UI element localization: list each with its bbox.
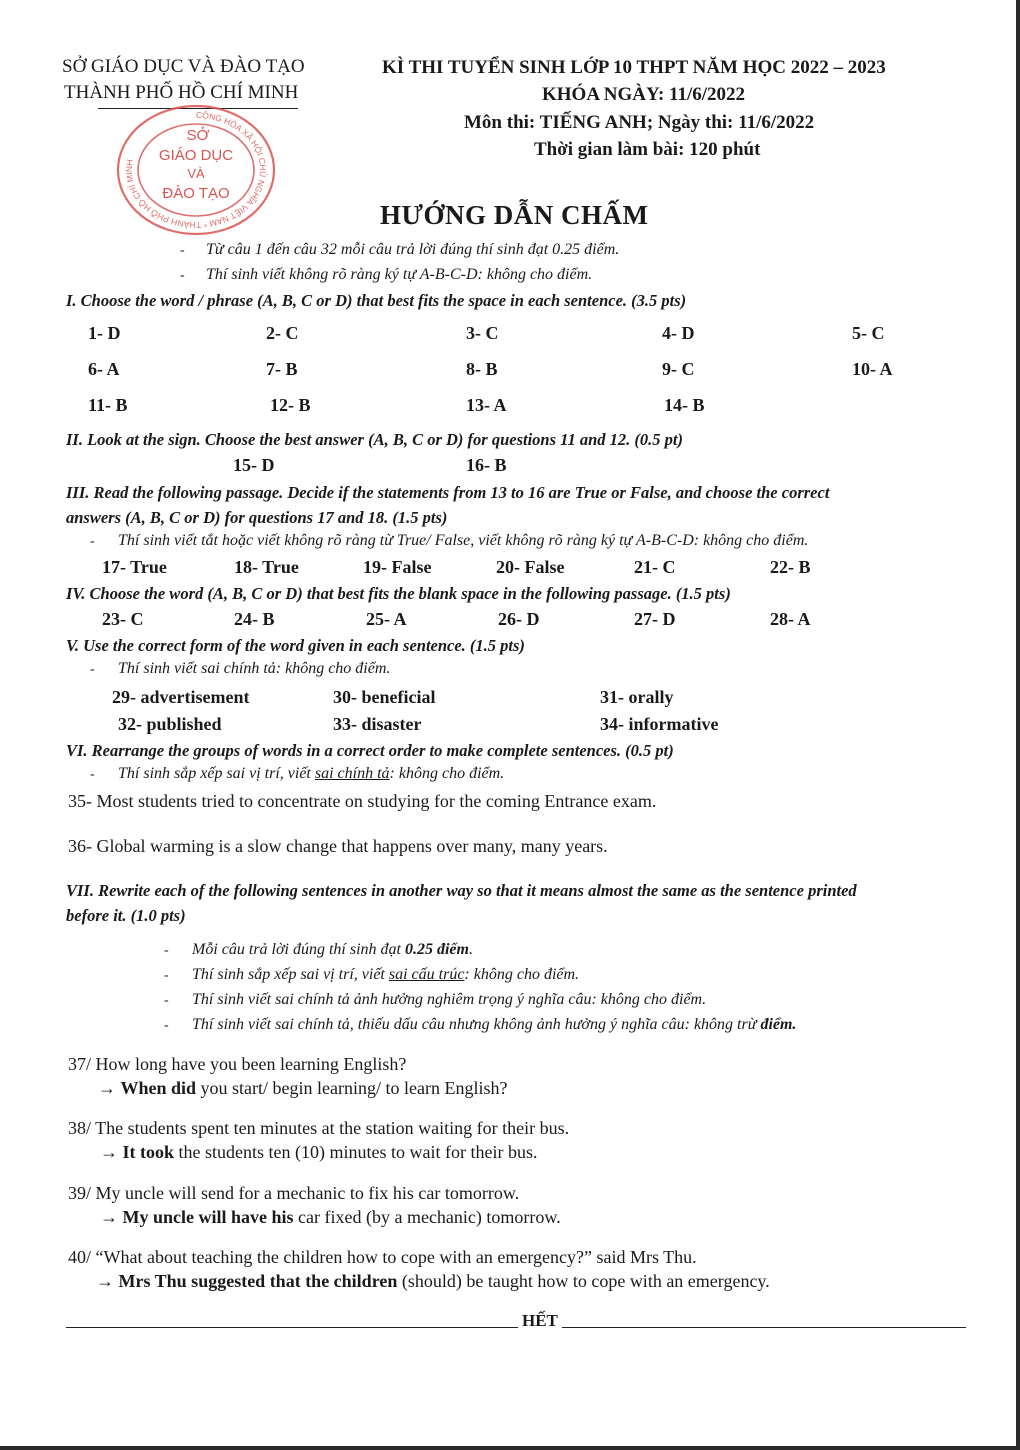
section-7-note-4: Thí sinh viết sai chính tả, thiếu dấu câu nhưng không ảnh hưởng ý nghĩa câu: không trừ điểm. xyxy=(192,1016,797,1033)
answer-21: 21- C xyxy=(634,557,676,577)
answer-28: 28- A xyxy=(770,609,811,629)
section-5-heading: V. Use the correct form of the word given in each sentence. (1.5 pts) xyxy=(66,636,525,655)
seal-ring-text: CỘNG HÒA XÃ HỘI CHỦ NGHĨA VIỆT NAM * THÀNH PHỐ HỒ CHÍ MINH xyxy=(123,109,269,231)
end-rule-left xyxy=(66,1327,518,1328)
section-7-heading-cont: before it. (1.0 pts) xyxy=(66,906,186,925)
bullet-dash: - xyxy=(164,993,169,1008)
section-6-heading: VI. Rearrange the groups of words in a correct order to make complete sentences. (0.5 pt) xyxy=(66,741,674,760)
arrow-icon: → xyxy=(100,1142,118,1162)
arrow-icon: → xyxy=(100,1207,118,1227)
answer-29: 29- advertisement xyxy=(112,687,250,707)
answer-18: 18- True xyxy=(234,557,299,577)
answer-33: 33- disaster xyxy=(333,714,422,734)
answer-14: 14- B xyxy=(664,395,705,415)
answer-30: 30- beneficial xyxy=(333,687,436,707)
bullet-dash: - xyxy=(90,767,95,782)
section-3-note: Thí sinh viết tắt hoặc viết không rõ ràng từ True/ False, viết không rõ ràng ký tự A-B-C-D: không cho điểm. xyxy=(118,532,809,549)
answer-5: 5- C xyxy=(852,323,885,343)
answer-9: 9- C xyxy=(662,359,695,379)
answer-34: 34- informative xyxy=(600,714,719,734)
section-1-heading: I. Choose the word / phrase (A, B, C or D) that best fits the space in each sentence. (3.5 pts) xyxy=(66,291,687,310)
bullet-dash: - xyxy=(164,968,169,983)
exam-subject: Môn thi: TIẾNG ANH; Ngày thi: 11/6/2022 xyxy=(464,112,815,133)
note-scoring: Từ câu 1 đến câu 32 mỗi câu trả lời đúng thí sinh đạt 0.25 điểm. xyxy=(206,241,620,258)
answer-6: 6- A xyxy=(88,359,120,379)
question-39: 39/ My uncle will send for a mechanic to fix his car tomorrow. xyxy=(68,1183,520,1203)
answer-40: → Mrs Thu suggested that the children (should) be taught how to cope with an emergency. xyxy=(96,1271,770,1291)
exam-date: KHÓA NGÀY: 11/6/2022 xyxy=(542,84,746,105)
seal-line-2: GIÁO DỤC xyxy=(158,147,234,164)
arrow-icon: → xyxy=(96,1271,114,1291)
end-marker: HẾT xyxy=(522,1311,558,1330)
bullet-dash: - xyxy=(164,943,169,958)
answer-2: 2- C xyxy=(266,323,299,343)
answer-35: 35- Most students tried to concentrate on studying for the coming Entrance exam. xyxy=(68,791,657,811)
answer-19: 19- False xyxy=(363,557,432,577)
answer-36: 36- Global warming is a slow change that happens over many, many years. xyxy=(68,836,608,856)
section-2-heading: II. Look at the sign. Choose the best answer (A, B, C or D) for questions 11 and 12. (0.5 pt) xyxy=(66,430,683,449)
section-7-note-2: Thí sinh sắp xếp sai vị trí, viết sai cấu trúc: không cho điểm. xyxy=(192,966,580,983)
end-rule-right xyxy=(562,1327,966,1328)
exam-title: KÌ THI TUYỂN SINH LỚP 10 THPT NĂM HỌC 2022 – 2023 xyxy=(382,57,886,78)
answer-25: 25- A xyxy=(366,609,407,629)
answer-11: 11- B xyxy=(88,395,128,415)
answer-38: → It took the students ten (10) minutes to wait for their bus. xyxy=(100,1142,538,1162)
answer-39: → My uncle will have his car fixed (by a mechanic) tomorrow. xyxy=(100,1207,561,1227)
section-3-heading-cont: answers (A, B, C or D) for questions 17 and 18. (1.5 pts) xyxy=(66,508,448,527)
bullet-dash: - xyxy=(90,662,95,677)
seal-line-3: VÀ xyxy=(187,166,205,181)
seal-line-1: SỞ xyxy=(186,127,210,144)
bullet-dash: - xyxy=(90,534,95,549)
seal-line-4: ĐÀO TẠO xyxy=(162,185,230,202)
answer-24: 24- B xyxy=(234,609,275,629)
bullet-dash: - xyxy=(164,1018,169,1033)
department-name: SỞ GIÁO DỤC VÀ ĐÀO TẠO xyxy=(62,56,305,77)
answer-3: 3- C xyxy=(466,323,499,343)
answer-27: 27- D xyxy=(634,609,676,629)
answer-22: 22- B xyxy=(770,557,811,577)
section-5-note: Thí sinh viết sai chính tả: không cho điểm. xyxy=(118,660,391,677)
answer-17: 17- True xyxy=(102,557,167,577)
section-3-heading: III. Read the following passage. Decide if the statements from 13 to 16 are True or False, and choose the correct xyxy=(66,483,830,502)
answer-10: 10- A xyxy=(852,359,893,379)
answer-20: 20- False xyxy=(496,557,565,577)
city-name: THÀNH PHỐ HỒ CHÍ MINH xyxy=(64,82,299,103)
answer-7: 7- B xyxy=(266,359,298,379)
answer-23: 23- C xyxy=(102,609,144,629)
answer-26: 26- D xyxy=(498,609,540,629)
official-seal-icon xyxy=(112,100,280,238)
exam-duration: Thời gian làm bài: 120 phút xyxy=(534,139,761,160)
answer-4: 4- D xyxy=(662,323,695,343)
answer-16: 16- B xyxy=(466,455,507,475)
section-7-note-1: Mỗi câu trả lời đúng thí sinh đạt 0.25 điểm. xyxy=(192,941,473,958)
question-37: 37/ How long have you been learning English? xyxy=(68,1054,407,1074)
arrow-icon: → xyxy=(98,1078,116,1098)
answer-32: 32- published xyxy=(118,714,222,734)
bullet-dash: - xyxy=(180,268,185,283)
question-38: 38/ The students spent ten minutes at the station waiting for their bus. xyxy=(68,1118,570,1138)
document-title: HƯỚNG DẪN CHẤM xyxy=(380,200,649,230)
answer-15: 15- D xyxy=(233,455,275,475)
answer-1: 1- D xyxy=(88,323,121,343)
section-6-note: Thí sinh sắp xếp sai vị trí, viết sai chính tả: không cho điểm. xyxy=(118,765,505,782)
note-illegible: Thí sinh viết không rõ ràng ký tự A-B-C-D: không cho điểm. xyxy=(206,266,593,283)
answer-37: → When did you start/ begin learning/ to learn English? xyxy=(98,1078,508,1098)
question-40: 40/ “What about teaching the children how to cope with an emergency?” said Mrs Thu. xyxy=(68,1247,697,1267)
section-4-heading: IV. Choose the word (A, B, C or D) that best fits the blank space in the following passage. (1.5 pts) xyxy=(66,584,731,603)
answer-13: 13- A xyxy=(466,395,507,415)
answer-8: 8- B xyxy=(466,359,498,379)
section-7-heading: VII. Rewrite each of the following sentences in another way so that it means almost the same as the sentence printed xyxy=(66,881,857,900)
answer-31: 31- orally xyxy=(600,687,674,707)
answer-12: 12- B xyxy=(270,395,311,415)
section-7-note-3: Thí sinh viết sai chính tả ảnh hưởng nghiêm trọng ý nghĩa câu: không cho điểm. xyxy=(192,991,707,1008)
bullet-dash: - xyxy=(180,243,185,258)
